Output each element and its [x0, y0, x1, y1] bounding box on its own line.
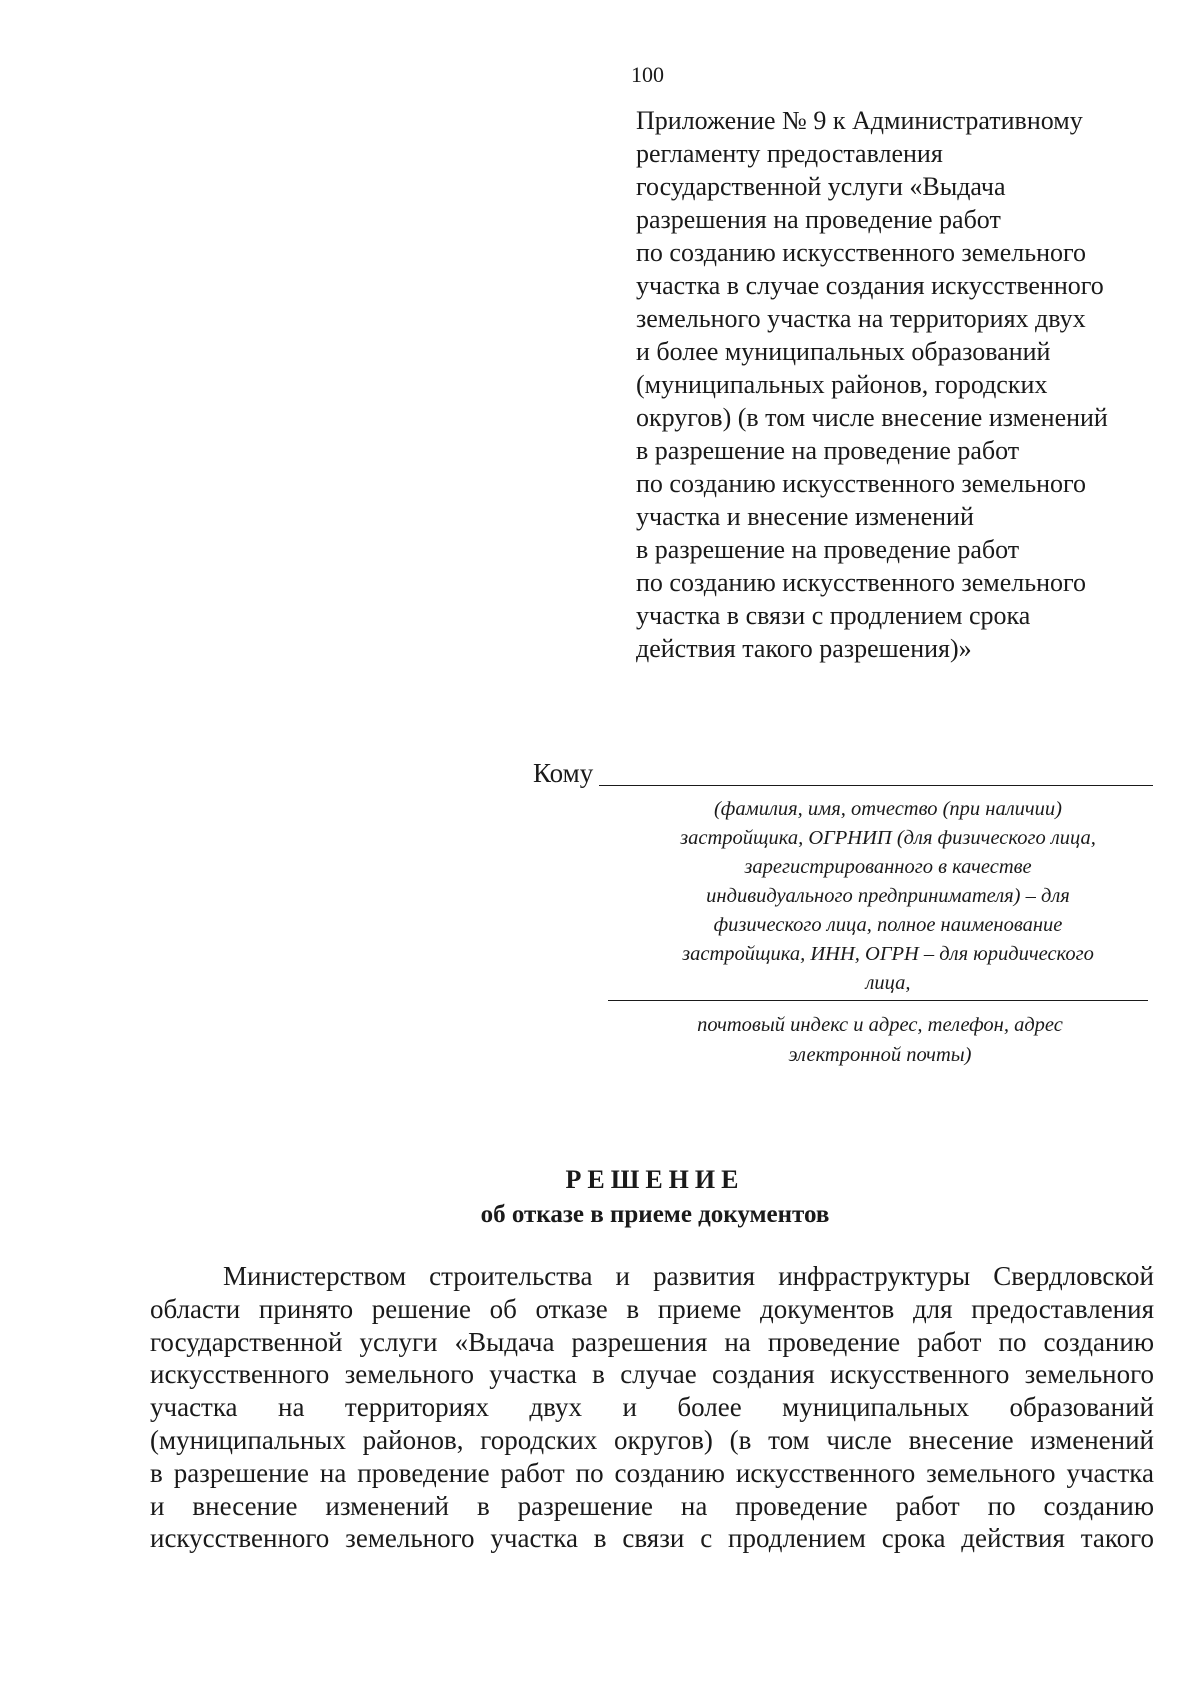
recipient-label: Кому: [533, 758, 594, 788]
body-line: области принято решение об отказе в приеме документов для предоставления: [150, 1293, 1154, 1324]
appendix-line: регламенту предоставления: [636, 139, 943, 168]
body-line: искусственного земельного участка в связи с продлением срока действия такого: [150, 1523, 1154, 1554]
recipient-block: [533, 755, 1153, 994]
appendix-line: государственной услуги «Выдача: [636, 172, 1006, 201]
body-line: искусственного земельного участка в случае создания искусственного земельного: [150, 1359, 1154, 1390]
appendix-line: в разрешение на проведение работ: [636, 436, 1020, 465]
decision-body: [150, 1260, 1154, 1555]
appendix-line: действия такого разрешения)»: [636, 634, 972, 663]
body-line: (муниципальных районов, городских округов) (в том числе внесение изменений: [150, 1424, 1154, 1455]
appendix-line: по созданию искусственного земельного: [636, 238, 1087, 267]
recipient-hint-line: (фамилия, имя, отчество (при наличии): [713, 798, 1063, 820]
appendix-line: Приложение № 9 к Административному: [636, 106, 1083, 135]
address-hint: [600, 1010, 1160, 1070]
body-line: и внесение изменений в разрешение на проведение работ по созданию: [150, 1490, 1154, 1521]
appendix-line: и более муниципальных образований: [636, 337, 1051, 366]
appendix-line: участка и внесение изменений: [636, 502, 974, 531]
recipient-hint: [633, 795, 1143, 998]
address-fill-line[interactable]: [608, 1000, 1148, 1001]
recipient-hint-line: лица,: [865, 972, 911, 994]
body-line: Министерством строительства и развития инфраструктуры Свердловской: [223, 1261, 1154, 1291]
recipient-row: [533, 755, 1153, 789]
body-line: государственной услуги «Выдача разрешения на проведение работ по созданию: [150, 1326, 1154, 1357]
appendix-line: по созданию искусственного земельного: [636, 568, 1087, 597]
decision-title: РЕШЕНИЕ: [565, 1165, 745, 1194]
recipient-fill-line[interactable]: [599, 759, 1153, 786]
recipient-hint-line: зарегистрированного в качестве: [744, 856, 1032, 878]
appendix-header: [636, 104, 1156, 665]
page-number: 100: [631, 62, 664, 87]
recipient-hint-line: физического лица, полное наименование: [713, 914, 1063, 936]
appendix-line: земельного участка на территориях двух: [636, 304, 1086, 333]
recipient-hint-line: застройщика, ОГРНИП (для физического лица,: [680, 827, 1096, 849]
address-hint-line: почтовый индекс и адрес, телефон, адрес: [697, 1014, 1063, 1036]
address-hint-line: электронной почты): [788, 1044, 972, 1066]
recipient-hint-line: индивидуального предпринимателя) – для: [706, 885, 1070, 907]
appendix-line: в разрешение на проведение работ: [636, 535, 1020, 564]
recipient-hint-line: застройщика, ИНН, ОГРН – для юридического: [682, 943, 1094, 965]
appendix-line: округов) (в том числе внесение изменений: [636, 403, 1108, 432]
body-line: в разрешение на проведение работ по созданию искусственного земельного участка: [150, 1457, 1154, 1488]
appendix-line: разрешения на проведение работ: [636, 205, 1001, 234]
appendix-line: участка в связи с продлением срока: [636, 601, 1031, 630]
appendix-line: по созданию искусственного земельного: [636, 469, 1087, 498]
body-line: участка на территориях двух и более муниципальных образований: [150, 1392, 1154, 1423]
appendix-line: участка в случае создания искусственного: [636, 271, 1104, 300]
appendix-line: (муниципальных районов, городских: [636, 370, 1048, 399]
decision-subtitle: об отказе в приеме документов: [480, 1201, 830, 1228]
